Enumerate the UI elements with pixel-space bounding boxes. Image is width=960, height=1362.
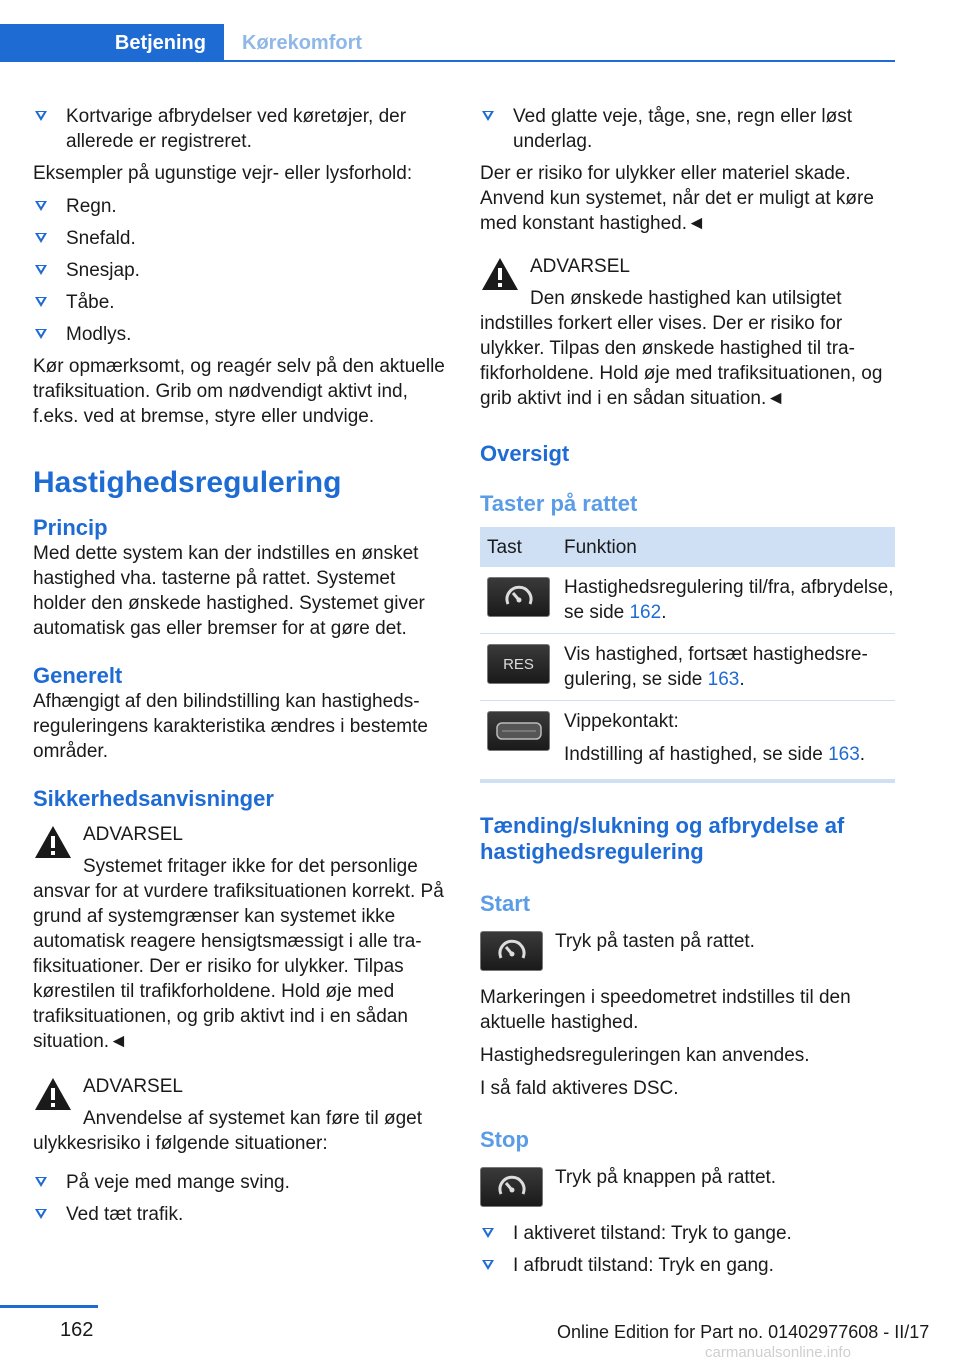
triangle-bullet-icon xyxy=(35,233,47,243)
cruise-control-button-icon xyxy=(480,1167,543,1207)
triangle-bullet-icon xyxy=(35,201,47,211)
list-item: Tåbe. xyxy=(33,290,445,315)
stop-text: Tryk på knappen på rattet. xyxy=(555,1167,777,1188)
triangle-bullet-icon xyxy=(35,297,47,307)
drive-note: Kør opmærksomt, og reagér selv på den aktuelle trafiksituation. Grib om nødvendigt aktivt ind, f.eks. ved at bremse, styre eller undvige. xyxy=(33,356,445,427)
section-title-taster: Taster på rattet xyxy=(480,491,638,516)
section-title-princip: Princip xyxy=(33,515,108,540)
tab-betjening[interactable]: Betjening xyxy=(0,24,224,62)
list-item: Modlys. xyxy=(33,322,445,347)
rocker-switch-icon xyxy=(487,711,550,751)
list-item: På veje med mange sving. xyxy=(33,1170,445,1195)
warning-triangle-icon xyxy=(480,256,520,292)
table-row: RES Vis hastighed, fortsæt hastighedsregulering, se side 163. xyxy=(480,634,895,701)
warning-title: ADVARSEL xyxy=(83,824,183,845)
section-title-start: Start xyxy=(480,891,531,916)
section-title-sikkerhed: Sikkerhedsanvisninger xyxy=(33,786,274,811)
triangle-bullet-icon xyxy=(482,1260,494,1270)
triangle-bullet-icon xyxy=(35,265,47,275)
col-header-funktion: Funktion xyxy=(564,536,637,558)
list-item: Snefald. xyxy=(33,226,445,251)
warning-triangle-icon xyxy=(33,824,73,860)
col-header-tast: Tast xyxy=(487,536,522,558)
triangle-bullet-icon xyxy=(35,1177,47,1187)
list-item: Regn. xyxy=(33,194,445,219)
warning-block xyxy=(33,822,445,1054)
warning-block xyxy=(33,1074,445,1156)
page-link[interactable]: 163 xyxy=(828,744,860,765)
warning-text: Den ønskede hastighed kan utilsigtet indstilles forkert eller vises. Der er risiko for ulykker. Tilpas den ønskede hastighed til trafikforholdene. Hold øje med trafiksituationen, og grib aktivt ind i en sådan situation.◄ xyxy=(480,288,883,409)
list-item: Ved tæt trafik. xyxy=(33,1202,445,1227)
warning-triangle-icon xyxy=(33,1076,73,1112)
keys-table xyxy=(480,527,895,783)
triangle-bullet-icon xyxy=(35,329,47,339)
cruise-control-button-icon xyxy=(487,577,550,617)
watermark: carmanualsonline.info xyxy=(705,1344,851,1361)
page-link[interactable]: 163 xyxy=(707,669,740,690)
section-title-taending: Tænding/slukning og afbrydelse af hastighedsregulering xyxy=(480,813,845,864)
right-column: Ved glatte veje, tåge, sne, regn eller løst underlag. Der er risiko for ulykker eller materiel skade. Anvend kun systemet, når det er muligt at køre med konstant hastighed.◄ ADVARSEL Den ønskede hastighed kan utilsigtet indstilles forkert eller vises. Der er risiko for ulykker. Tilpas den ønskede hastighed til trafikforholdene. Hold øje med trafiksituationen, og grib aktivt ind i en sådan situation.◄ Oversigt Taster på rattet Tast Funktion Hastighedsregulering til/fra, afbrydelse, se side 162. RES Vis hastighed, fortsæt hastighedsregulering, se side 163. Vippekontakt: Indstilling af hastighed, se side 163. Tænding/slukning og afbrydelse af hastighedsregulering Start Tryk på tasten på rattet. Markeringen i speedometret indstilles til den aktuelle hastighed. Hastighedsreguleringen kan anvendes. I så fald aktiveres DSC. Stop Tryk på knappen på rattet. I aktiveret tilstand: Tryk to gange. I afbrudt tilstand: Tryk en gang. xyxy=(480,106,894,1276)
triangle-bullet-icon xyxy=(482,111,494,121)
generelt-text: Afhængigt af den bilindstilling kan hastighedsreguleringens karakteristika ændres i bestemte områder. xyxy=(33,691,428,762)
triangle-bullet-icon xyxy=(482,1228,494,1238)
list-item: I afbrudt tilstand: Tryk en gang. xyxy=(480,1253,895,1278)
edition-text: Online Edition for Part no. 01402977608 - II/17 xyxy=(557,1322,930,1342)
warning-title: ADVARSEL xyxy=(530,256,630,277)
page-title: Hastighedsregulering xyxy=(33,466,342,499)
princip-text: Med dette system kan der indstilles en ønsket hastighed vha. tasterne på rattet. Systemet holder den ønskede hastighed. Systemet giver automatisk gas eller bremser for at gøre det. xyxy=(33,543,425,639)
warning-text: Anvendelse af systemet kan føre til øget ulykkesrisiko i følgende situationer: xyxy=(33,1108,422,1154)
warning-block xyxy=(480,254,895,411)
list-item: Ved glatte veje, tåge, sne, regn eller løst underlag. xyxy=(480,104,895,154)
table-header xyxy=(480,527,895,567)
res-button-icon: RES xyxy=(487,644,550,684)
list-item: Kortvarige afbrydelser ved køretøjer, der allerede er registreret. xyxy=(33,104,445,154)
left-column xyxy=(33,104,445,1234)
page-link[interactable]: 162 xyxy=(629,602,662,623)
footer-divider xyxy=(0,1305,98,1308)
list-item: Snesjap. xyxy=(33,258,445,283)
table-row: Hastighedsregulering til/fra, afbrydelse, se side 162. xyxy=(480,567,895,634)
start-text: Tryk på tasten på rattet. xyxy=(555,931,755,952)
warning-title: ADVARSEL xyxy=(83,1076,183,1097)
risk-text: Der er risiko for ulykker eller materiel skade. Anvend kun systemet, når det er muligt at køre med konstant hastighed.◄ xyxy=(480,163,874,234)
section-title-stop: Stop xyxy=(480,1127,529,1152)
page-number: 162 xyxy=(60,1319,94,1341)
tab-korekomfort[interactable]: Kørekomfort xyxy=(242,32,363,54)
table-row: Vippekontakt: Indstilling af hastighed, se side 163. xyxy=(480,701,895,779)
warning-text: Systemet fritager ikke for det personlige ansvar for at vurdere trafiksituationen korrekt. På grund af systemgrænser kan systemet ikke automatisk reagere hensigtsmæssigt i alle trafiksituationer. Der er risiko for ulykker. Tilpas kørestilen til trafikforholdene. Hold øje med trafiksituationen, og grib aktivt ind i en sådan situation.◄ xyxy=(33,856,444,1052)
cruise-control-button-icon xyxy=(480,931,543,971)
examples-intro: Eksempler på ugunstige vejr- eller lysforhold: xyxy=(33,163,413,184)
section-title-oversigt: Oversigt xyxy=(480,441,570,466)
section-title-generelt: Generelt xyxy=(33,663,123,688)
list-item: I aktiveret tilstand: Tryk to gange. xyxy=(480,1221,895,1246)
triangle-bullet-icon xyxy=(35,1209,47,1219)
header-bar xyxy=(0,24,895,62)
triangle-bullet-icon xyxy=(35,111,47,121)
